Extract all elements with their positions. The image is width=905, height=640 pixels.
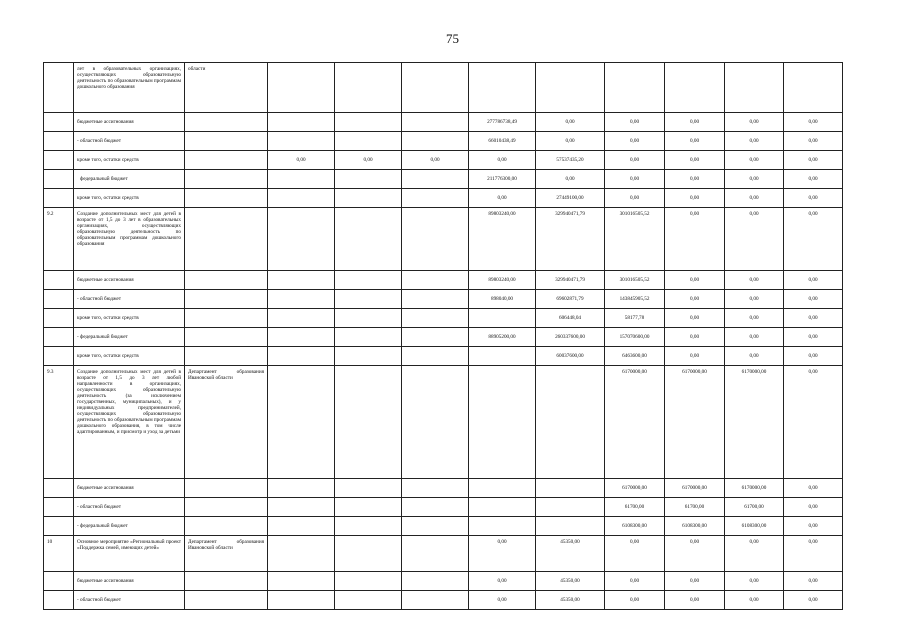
table-cell: 0,00 <box>665 591 725 610</box>
table-cell: Департамент образования Ивановской области <box>185 536 268 572</box>
table-cell: 0,00 <box>784 170 843 189</box>
table-cell <box>402 366 469 479</box>
table-cell: 45350,00 <box>536 591 605 610</box>
table-cell <box>335 328 402 347</box>
table-cell: 89803240,00 <box>469 208 536 271</box>
table-cell <box>335 170 402 189</box>
table-cell <box>268 572 335 591</box>
table-cell: 45350,00 <box>536 572 605 591</box>
table-cell: 0,00 <box>725 309 784 328</box>
table-cell: 0,00 <box>725 151 784 170</box>
table-cell <box>185 208 268 271</box>
table-cell <box>268 591 335 610</box>
table-cell <box>402 347 469 366</box>
table-cell <box>335 479 402 498</box>
table-cell: 6170000,00 <box>725 366 784 479</box>
table-cell: Создание дополнительных мест для детей в возрасте от 1,5 до 3 лет в образовательных организациях, осуществляющих образовательную деятельность по образовательным программам дошкольного образования <box>74 208 185 271</box>
table-cell: лет в образовательных организациях, осуществляющих образовательную деятельность по образовательным программам дошкольного образования <box>74 63 185 113</box>
table-cell <box>44 591 74 610</box>
table-cell: области <box>185 63 268 113</box>
table-cell: 0,00 <box>784 113 843 132</box>
table-cell: 66010438,49 <box>469 132 536 151</box>
table-cell <box>469 366 536 479</box>
table-cell: 0,00 <box>536 113 605 132</box>
table-cell: бюджетные ассигнования <box>74 271 185 290</box>
table-cell: 277786738,49 <box>469 113 536 132</box>
table-cell: 0,00 <box>725 591 784 610</box>
table-cell: бюджетные ассигнования <box>74 113 185 132</box>
table-cell <box>402 113 469 132</box>
table-cell: 0,00 <box>605 591 665 610</box>
table-cell: 0,00 <box>725 113 784 132</box>
table-cell: 0,00 <box>469 536 536 572</box>
table-cell: бюджетные ассигнования <box>74 479 185 498</box>
table-cell <box>268 498 335 517</box>
table-cell: кроме того, остатки средств <box>74 347 185 366</box>
table-cell <box>335 347 402 366</box>
table-cell <box>185 189 268 208</box>
table-cell <box>268 536 335 572</box>
table-cell: 0,00 <box>665 536 725 572</box>
table-cell: 6170000,00 <box>605 366 665 479</box>
table-cell: 89803240,00 <box>469 271 536 290</box>
table-cell: бюджетные ассигнования <box>74 572 185 591</box>
table-cell <box>185 132 268 151</box>
table-cell <box>335 572 402 591</box>
table-row <box>44 536 843 572</box>
table-cell: 260337600,00 <box>536 328 605 347</box>
table-cell <box>536 517 605 536</box>
table-cell <box>268 479 335 498</box>
table-cell <box>268 328 335 347</box>
table-cell: 0,00 <box>536 170 605 189</box>
table-cell <box>185 151 268 170</box>
table-cell <box>402 479 469 498</box>
table-cell: - областной бюджет <box>74 591 185 610</box>
table-row <box>44 151 843 170</box>
table-cell <box>185 347 268 366</box>
table-cell <box>185 591 268 610</box>
table-cell <box>335 591 402 610</box>
table-cell: 61700,00 <box>665 498 725 517</box>
table-cell <box>44 309 74 328</box>
table-cell: 0,00 <box>665 208 725 271</box>
table-cell <box>44 572 74 591</box>
table-cell <box>268 208 335 271</box>
table-cell <box>605 63 665 113</box>
table-cell: Департамент образования Ивановской области <box>185 366 268 479</box>
table-cell <box>335 536 402 572</box>
table-cell: 0,00 <box>605 132 665 151</box>
table-cell <box>402 498 469 517</box>
table-cell: 0,00 <box>469 189 536 208</box>
table-cell: 10 <box>44 536 74 572</box>
table-cell: 0,00 <box>665 151 725 170</box>
table-cell <box>185 479 268 498</box>
table-cell <box>335 290 402 309</box>
table-row <box>44 170 843 189</box>
table-cell <box>44 347 74 366</box>
table-cell: 0,00 <box>402 151 469 170</box>
table-cell: - федеральный бюджет <box>74 517 185 536</box>
table-cell: - областной бюджет <box>74 132 185 151</box>
table-cell: 0,00 <box>605 189 665 208</box>
table-cell <box>268 132 335 151</box>
table-cell: 0,00 <box>784 309 843 328</box>
table-cell: 6170000,00 <box>605 479 665 498</box>
table-cell: 0,00 <box>605 572 665 591</box>
table-cell <box>469 479 536 498</box>
table-row <box>44 290 843 309</box>
table-cell <box>335 271 402 290</box>
table-cell: 0,00 <box>469 591 536 610</box>
table-cell: 0,00 <box>784 208 843 271</box>
table-cell: 0,00 <box>784 328 843 347</box>
table-row <box>44 498 843 517</box>
table-cell: 0,00 <box>725 290 784 309</box>
table-cell <box>185 113 268 132</box>
table-cell <box>402 328 469 347</box>
table-cell: Создание дополнительных мест для детей в возрасте от 1,5 до 3 лет любой направленности в организациях, осуществляющих образовательную деятельность (за исключением государственных, муниципальных), и у индивидуальных предпринимателей, осуществляющих образовательную деятельность по образовательным программам дошкольного образования, в том числе адаптированным, и присмотр и уход за детьми <box>74 366 185 479</box>
table-cell <box>469 498 536 517</box>
table-cell: 329940471,79 <box>536 271 605 290</box>
table-row <box>44 132 843 151</box>
table-cell <box>335 113 402 132</box>
table-cell <box>402 170 469 189</box>
table-row <box>44 309 843 328</box>
table-cell <box>44 189 74 208</box>
table-cell <box>469 309 536 328</box>
budget-table <box>43 62 843 610</box>
table-cell: 0,00 <box>605 536 665 572</box>
table-cell <box>268 366 335 479</box>
table-cell: 69602871,79 <box>536 290 605 309</box>
table-cell: 0,00 <box>725 572 784 591</box>
table-cell <box>784 63 843 113</box>
table-cell: 0,00 <box>784 271 843 290</box>
table-cell: 0,00 <box>725 271 784 290</box>
table-cell <box>335 63 402 113</box>
table-cell <box>185 290 268 309</box>
table-row <box>44 347 843 366</box>
table-cell: 0,00 <box>665 290 725 309</box>
table-cell <box>44 290 74 309</box>
table-cell <box>185 309 268 328</box>
table-cell <box>536 479 605 498</box>
table-row <box>44 113 843 132</box>
table-cell: 0,00 <box>784 517 843 536</box>
table-cell: 9.2 <box>44 208 74 271</box>
table-cell <box>44 517 74 536</box>
table-cell <box>402 517 469 536</box>
table-cell <box>335 517 402 536</box>
table-cell: 0,00 <box>784 536 843 572</box>
table-cell: 0,00 <box>784 151 843 170</box>
table-cell: 27449100,00 <box>536 189 605 208</box>
table-cell: 329940471,79 <box>536 208 605 271</box>
table-row <box>44 328 843 347</box>
table-cell <box>185 328 268 347</box>
table-cell: 0,00 <box>725 208 784 271</box>
table-cell: 0,00 <box>725 132 784 151</box>
table-cell <box>335 208 402 271</box>
table-cell <box>268 309 335 328</box>
table-cell: 6108300,00 <box>665 517 725 536</box>
table-cell <box>536 498 605 517</box>
table-cell: - федеральный бюджет <box>74 328 185 347</box>
table-cell <box>469 63 536 113</box>
table-cell: 0,00 <box>605 151 665 170</box>
table-row <box>44 572 843 591</box>
table-cell: 0,00 <box>665 309 725 328</box>
table-cell <box>44 271 74 290</box>
table-cell <box>335 309 402 328</box>
table-cell: 0,00 <box>784 479 843 498</box>
table-row <box>44 591 843 610</box>
table-cell <box>402 290 469 309</box>
table-cell: 6170000,00 <box>665 479 725 498</box>
table-cell: федеральный бюджет <box>74 170 185 189</box>
table-cell <box>469 347 536 366</box>
table-row <box>44 189 843 208</box>
table-cell: 0,00 <box>784 498 843 517</box>
table-cell: 6170000,00 <box>665 366 725 479</box>
table-cell: 0,00 <box>665 347 725 366</box>
table-cell <box>44 328 74 347</box>
table-cell <box>665 63 725 113</box>
table-cell: кроме того, остатки средств <box>74 151 185 170</box>
table-cell: 45350,00 <box>536 536 605 572</box>
table-cell: 0,00 <box>605 113 665 132</box>
table-cell <box>402 309 469 328</box>
table-row <box>44 479 843 498</box>
table-cell: 0,00 <box>784 132 843 151</box>
table-cell: 301016505,52 <box>605 208 665 271</box>
table-cell <box>402 572 469 591</box>
table-cell: 6463600,00 <box>605 347 665 366</box>
table-cell: 0,00 <box>784 290 843 309</box>
table-cell <box>402 271 469 290</box>
table-cell: 0,00 <box>665 170 725 189</box>
table-cell: Основное мероприятие «Региональный проект «Поддержка семей, имеющих детей» <box>74 536 185 572</box>
table-cell: 0,00 <box>469 151 536 170</box>
table-cell: 0,00 <box>784 189 843 208</box>
table-cell <box>268 63 335 113</box>
table-cell: - областной бюджет <box>74 498 185 517</box>
table-cell <box>268 113 335 132</box>
table-row <box>44 271 843 290</box>
table-cell <box>402 536 469 572</box>
table-cell: 0,00 <box>784 347 843 366</box>
table-cell: 9.3 <box>44 366 74 479</box>
table-cell <box>44 151 74 170</box>
table-cell <box>536 63 605 113</box>
table-cell <box>402 63 469 113</box>
table-cell: 0,00 <box>665 113 725 132</box>
table-cell <box>268 271 335 290</box>
table-cell <box>469 517 536 536</box>
table-cell <box>185 498 268 517</box>
table-cell: 0,00 <box>605 170 665 189</box>
table-cell: 211776300,00 <box>469 170 536 189</box>
table-row <box>44 366 843 479</box>
table-cell <box>185 572 268 591</box>
table-cell <box>44 170 74 189</box>
table-cell <box>268 347 335 366</box>
table-cell <box>268 290 335 309</box>
table-cell: 0,00 <box>469 572 536 591</box>
table-cell: 0,00 <box>665 189 725 208</box>
table-cell: 6170000,00 <box>725 479 784 498</box>
table-cell <box>335 132 402 151</box>
table-cell <box>268 189 335 208</box>
table-cell: 898040,00 <box>469 290 536 309</box>
table-cell <box>402 189 469 208</box>
table-cell <box>402 591 469 610</box>
table-cell: 0,00 <box>784 366 843 479</box>
page-number: 75 <box>446 31 459 46</box>
table-cell: 0,00 <box>335 151 402 170</box>
table-cell <box>185 271 268 290</box>
table-cell: 88905200,00 <box>469 328 536 347</box>
table-cell: 57537435,20 <box>536 151 605 170</box>
table-cell: кроме того, остатки средств <box>74 189 185 208</box>
table-cell: - областной бюджет <box>74 290 185 309</box>
table-cell <box>268 517 335 536</box>
table-cell <box>335 498 402 517</box>
table-cell <box>44 132 74 151</box>
table-cell <box>536 366 605 479</box>
table-cell <box>268 170 335 189</box>
table-cell <box>725 63 784 113</box>
table-cell: кроме того, остатки средств <box>74 309 185 328</box>
table-cell <box>335 189 402 208</box>
table-cell: 0,00 <box>268 151 335 170</box>
table-cell <box>402 208 469 271</box>
table-cell: 60037600,00 <box>536 347 605 366</box>
table-cell <box>44 479 74 498</box>
table-cell: 0,00 <box>536 132 605 151</box>
table-cell: 6108300,00 <box>605 517 665 536</box>
table-cell: 157070600,00 <box>605 328 665 347</box>
table-cell: 58177,78 <box>605 309 665 328</box>
table-cell: 61700,00 <box>725 498 784 517</box>
table-row <box>44 517 843 536</box>
table-cell <box>185 170 268 189</box>
table-cell <box>44 113 74 132</box>
table-cell: 0,00 <box>725 536 784 572</box>
table-cell: 606448,04 <box>536 309 605 328</box>
table-cell: 0,00 <box>665 328 725 347</box>
table-cell: 0,00 <box>725 347 784 366</box>
table-cell: 6108300,00 <box>725 517 784 536</box>
table-cell: 0,00 <box>665 132 725 151</box>
table-cell <box>44 498 74 517</box>
table-cell: 0,00 <box>725 189 784 208</box>
table-cell: 0,00 <box>665 572 725 591</box>
table-cell <box>402 132 469 151</box>
table-cell: 61700,00 <box>605 498 665 517</box>
table-row <box>44 208 843 271</box>
table-cell: 0,00 <box>784 572 843 591</box>
table-cell <box>335 366 402 479</box>
table-cell: 143845905,52 <box>605 290 665 309</box>
table-cell: 301016505,52 <box>605 271 665 290</box>
table-row <box>44 63 843 113</box>
table-cell <box>185 517 268 536</box>
table-cell: 0,00 <box>725 328 784 347</box>
table-cell: 0,00 <box>784 591 843 610</box>
table-cell <box>44 63 74 113</box>
table-cell: 0,00 <box>725 170 784 189</box>
table-cell: 0,00 <box>665 271 725 290</box>
